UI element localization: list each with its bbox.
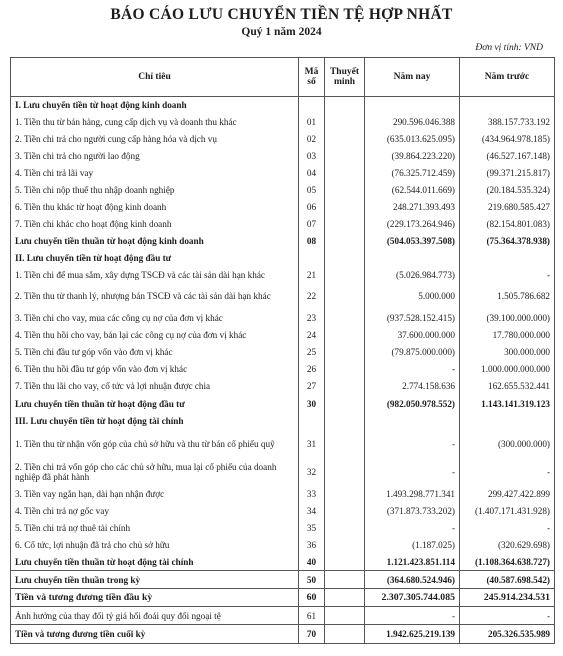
row-label: 3. Tiền chi trả cho người lao động	[11, 148, 299, 165]
row-current-value: 1.942.625.219.139	[365, 625, 460, 644]
row-previous-value: (39.100.000.000)	[460, 310, 555, 327]
table-row	[11, 571, 555, 589]
row-previous-value: -	[460, 520, 555, 537]
header-indicator: Chỉ tiêu	[11, 58, 299, 97]
row-note	[325, 361, 365, 378]
table-row	[11, 267, 555, 283]
row-note	[325, 537, 365, 554]
row-current-value: 2.774.158.636	[365, 378, 460, 395]
row-label: 5. Tiền chi nộp thuế thu nhập doanh nghiệp	[11, 182, 299, 199]
row-code: 08	[299, 233, 325, 250]
row-previous-value: 299.427.422.899	[460, 486, 555, 503]
row-current-value: (504.053.397.508)	[365, 233, 460, 250]
row-current-value: 37.600.000.000	[365, 327, 460, 344]
row-note	[325, 571, 365, 589]
row-code: 35	[299, 520, 325, 537]
row-code: 70	[299, 625, 325, 644]
table-row	[11, 625, 555, 644]
row-previous-value: (20.184.535.324)	[460, 182, 555, 199]
row-note	[325, 114, 365, 131]
row-label: Lưu chuyển tiền thuần từ hoạt động đầu tư	[11, 395, 299, 413]
table-row	[11, 233, 555, 250]
row-previous-value: 245.914.234.531	[460, 589, 555, 607]
row-note	[325, 413, 365, 430]
cash-flow-table	[10, 57, 555, 644]
table-row	[11, 361, 555, 378]
row-label: Tiền và tương đương tiền cuối kỳ	[11, 625, 299, 644]
row-previous-value: 388.157.733.192	[460, 114, 555, 131]
table-row	[11, 97, 555, 114]
row-note	[325, 250, 365, 267]
row-note	[325, 607, 365, 625]
row-current-value: -	[365, 430, 460, 458]
header-current-year: Năm nay	[365, 58, 460, 97]
row-previous-value: 162.655.532.441	[460, 378, 555, 395]
row-code: 01	[299, 114, 325, 131]
row-code: 05	[299, 182, 325, 199]
table-row	[11, 310, 555, 327]
row-code: 33	[299, 486, 325, 503]
table-row	[11, 458, 555, 486]
row-note	[325, 199, 365, 216]
row-note	[325, 216, 365, 233]
row-current-value: 1.121.423.851.114	[365, 554, 460, 571]
row-label: 1. Tiền thu từ bán hàng, cung cấp dịch vụ và doanh thu khác	[11, 114, 299, 131]
row-label: Ảnh hưởng của thay đổi tỷ giá hối đoái quy đổi ngoại tệ	[11, 607, 299, 625]
row-current-value: (229.173.264.946)	[365, 216, 460, 233]
row-previous-value: (434.964.978.185)	[460, 131, 555, 148]
row-current-value: 290.596.046.388	[365, 114, 460, 131]
row-current-value: -	[365, 458, 460, 486]
row-label: 2. Tiền chi trả cho người cung cấp hàng hóa và dịch vụ	[11, 131, 299, 148]
row-label: 7. Tiền chi khác cho hoạt động kinh doanh	[11, 216, 299, 233]
row-current-value: -	[365, 520, 460, 537]
row-label: 3. Tiền vay ngắn hạn, dài hạn nhận được	[11, 486, 299, 503]
table-row	[11, 413, 555, 430]
row-label: 7. Tiền thu lãi cho vay, cổ tức và lợi nhuận được chia	[11, 378, 299, 395]
row-label: Lưu chuyển tiền thuần trong kỳ	[11, 571, 299, 589]
row-note	[325, 378, 365, 395]
table-row	[11, 503, 555, 520]
row-previous-value: (75.364.378.938)	[460, 233, 555, 250]
row-previous-value: 205.326.535.989	[460, 625, 555, 644]
row-note	[325, 589, 365, 607]
row-current-value: 2.307.305.744.085	[365, 589, 460, 607]
report-period: Quý 1 năm 2024	[241, 26, 322, 38]
table-row	[11, 554, 555, 571]
row-label: 4. Tiền chi trả lãi vay	[11, 165, 299, 182]
row-code: 25	[299, 344, 325, 361]
row-note	[325, 486, 365, 503]
table-row	[11, 114, 555, 131]
row-note	[325, 344, 365, 361]
row-note	[325, 182, 365, 199]
row-current-value: (1.187.025)	[365, 537, 460, 554]
row-note	[325, 458, 365, 486]
row-label: 6. Tiền thu hồi đầu tư góp vốn vào đơn vị khác	[11, 361, 299, 378]
row-code: 40	[299, 554, 325, 571]
row-note	[325, 283, 365, 310]
row-note	[325, 267, 365, 283]
row-current-value: (635.013.625.095)	[365, 131, 460, 148]
table-row	[11, 537, 555, 554]
currency-unit: Đơn vị tính: VND	[475, 43, 543, 53]
table-row	[11, 250, 555, 267]
row-code: 50	[299, 571, 325, 589]
row-code: 07	[299, 216, 325, 233]
row-code	[299, 250, 325, 267]
row-previous-value: (82.154.801.083)	[460, 216, 555, 233]
row-code	[299, 97, 325, 114]
table-row	[11, 148, 555, 165]
row-label: Tiền và tương đương tiền đầu kỳ	[11, 589, 299, 607]
row-code: 60	[299, 589, 325, 607]
row-code: 31	[299, 430, 325, 458]
row-previous-value: (1.407.171.431.928)	[460, 503, 555, 520]
row-label: 6. Cổ tức, lợi nhuận đã trả cho chủ sở hữu	[11, 537, 299, 554]
row-current-value: (62.544.011.669)	[365, 182, 460, 199]
row-previous-value: -	[460, 607, 555, 625]
row-note	[325, 148, 365, 165]
row-note	[325, 625, 365, 644]
row-label: 4. Tiền thu hồi cho vay, bán lại các công cụ nợ của đơn vị khác	[11, 327, 299, 344]
row-note	[325, 520, 365, 537]
row-current-value: (39.864.223.220)	[365, 148, 460, 165]
row-previous-value	[460, 413, 555, 430]
header-note: Thuyết minh	[325, 58, 365, 97]
row-label: Lưu chuyển tiền thuần từ hoạt động kinh doanh	[11, 233, 299, 250]
row-note	[325, 430, 365, 458]
table-row	[11, 607, 555, 625]
row-current-value: (982.050.978.552)	[365, 395, 460, 413]
row-code: 27	[299, 378, 325, 395]
table-row	[11, 165, 555, 182]
row-current-value	[365, 250, 460, 267]
row-note	[325, 97, 365, 114]
row-note	[325, 131, 365, 148]
row-code	[299, 413, 325, 430]
table-row	[11, 344, 555, 361]
table-row	[11, 327, 555, 344]
row-code: 26	[299, 361, 325, 378]
row-previous-value: 300.000.000	[460, 344, 555, 361]
row-label: 2. Tiền chi trả vốn góp cho các chủ sở hữu, mua lại cổ phiếu của doanh nghiệp đã phát hành	[11, 458, 299, 486]
row-code: 06	[299, 199, 325, 216]
row-previous-value: -	[460, 267, 555, 283]
table-row	[11, 216, 555, 233]
header-previous-year: Năm trước	[460, 58, 555, 97]
row-label: 3. Tiền chi cho vay, mua các công cụ nợ của đơn vị khác	[11, 310, 299, 327]
row-current-value: 248.271.393.493	[365, 199, 460, 216]
table-row	[11, 182, 555, 199]
row-code: 02	[299, 131, 325, 148]
row-previous-value: (99.371.215.817)	[460, 165, 555, 182]
row-current-value: (371.873.733.202)	[365, 503, 460, 520]
row-note	[325, 503, 365, 520]
row-code: 21	[299, 267, 325, 283]
row-note	[325, 554, 365, 571]
row-note	[325, 165, 365, 182]
row-previous-value: 1.000.000.000.000	[460, 361, 555, 378]
row-code: 34	[299, 503, 325, 520]
row-current-value	[365, 97, 460, 114]
row-current-value: 5.000.000	[365, 283, 460, 310]
row-label: II. Lưu chuyển tiền từ hoạt động đầu tư	[11, 250, 299, 267]
row-current-value: (937.528.152.415)	[365, 310, 460, 327]
row-note	[325, 233, 365, 250]
row-code: 30	[299, 395, 325, 413]
row-previous-value	[460, 97, 555, 114]
table-header-row	[11, 58, 555, 97]
table-row	[11, 589, 555, 607]
row-previous-value	[460, 250, 555, 267]
row-current-value: (76.325.712.459)	[365, 165, 460, 182]
row-label: Lưu chuyển tiền thuần từ hoạt động tài chính	[11, 554, 299, 571]
row-label: III. Lưu chuyển tiền từ hoạt động tài chính	[11, 413, 299, 430]
row-note	[325, 310, 365, 327]
row-label: 4. Tiền chi trả nợ gốc vay	[11, 503, 299, 520]
table-row	[11, 199, 555, 216]
row-code: 23	[299, 310, 325, 327]
row-current-value	[365, 413, 460, 430]
row-current-value: -	[365, 607, 460, 625]
row-previous-value: (46.527.167.148)	[460, 148, 555, 165]
row-label: I. Lưu chuyển tiền từ hoạt động kinh doanh	[11, 97, 299, 114]
row-code: 22	[299, 283, 325, 310]
row-code: 04	[299, 165, 325, 182]
row-current-value: (79.875.000.000)	[365, 344, 460, 361]
table-row	[11, 395, 555, 413]
row-note	[325, 327, 365, 344]
row-previous-value: (1.108.364.638.727)	[460, 554, 555, 571]
row-code: 24	[299, 327, 325, 344]
row-label: 5. Tiền chi trả nợ thuê tài chính	[11, 520, 299, 537]
table-row	[11, 486, 555, 503]
row-label: 1. Tiền thu từ nhận vốn góp của chủ sở hữu và thu từ bán cổ phiếu quỹ	[11, 430, 299, 458]
row-current-value: -	[365, 361, 460, 378]
row-previous-value: (320.629.698)	[460, 537, 555, 554]
row-note	[325, 395, 365, 413]
row-label: 1. Tiền chi để mua sắm, xây dựng TSCĐ và các tài sản dài hạn khác	[11, 267, 299, 283]
report-title: BÁO CÁO LƯU CHUYỂN TIỀN TỆ HỢP NHẤT	[110, 6, 453, 23]
table-row	[11, 430, 555, 458]
row-previous-value: 1.143.141.319.123	[460, 395, 555, 413]
row-code: 32	[299, 458, 325, 486]
row-label: 2. Tiền thu từ thanh lý, nhượng bán TSCĐ và các tài sản dài hạn khác	[11, 283, 299, 310]
header-code: Mã số	[299, 58, 325, 97]
table-row	[11, 378, 555, 395]
row-previous-value: (40.587.698.542)	[460, 571, 555, 589]
row-current-value: (5.026.984.773)	[365, 267, 460, 283]
row-previous-value: -	[460, 458, 555, 486]
row-current-value: (364.680.524.946)	[365, 571, 460, 589]
table-row	[11, 131, 555, 148]
row-label: 5. Tiền chi đầu tư góp vốn vào đơn vị khác	[11, 344, 299, 361]
row-previous-value: 219.680.585.427	[460, 199, 555, 216]
row-previous-value: (300.000.000)	[460, 430, 555, 458]
table-row	[11, 283, 555, 310]
row-code: 36	[299, 537, 325, 554]
row-label: 6. Tiền thu khác từ hoạt động kinh doanh	[11, 199, 299, 216]
row-previous-value: 1.505.786.682	[460, 283, 555, 310]
row-current-value: 1.493.298.771.341	[365, 486, 460, 503]
table-row	[11, 520, 555, 537]
row-code: 61	[299, 607, 325, 625]
row-previous-value: 17.780.000.000	[460, 327, 555, 344]
row-code: 03	[299, 148, 325, 165]
